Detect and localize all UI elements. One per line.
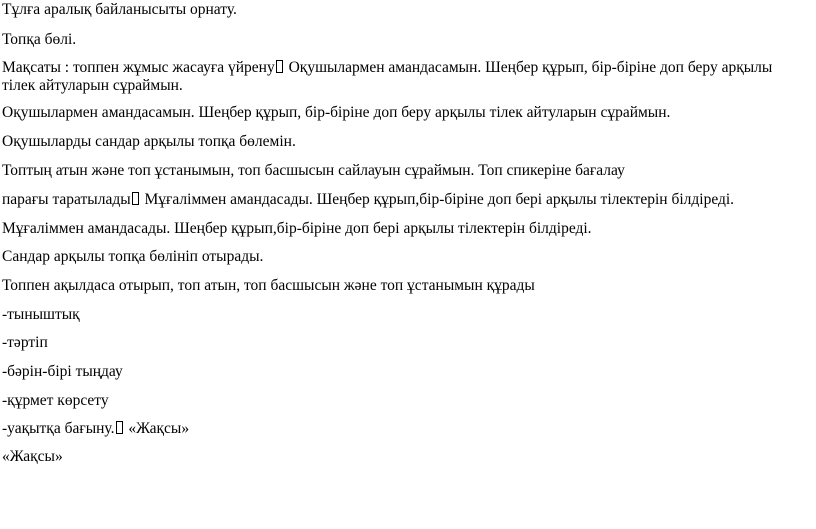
- rule-item: -тәртіп: [2, 334, 48, 351]
- rule-item: -бәрін-бірі тыңдау: [2, 363, 123, 380]
- closing-text: «Жақсы»: [2, 448, 63, 465]
- last-rule-prefix: -уақытқа бағыну.: [2, 420, 115, 437]
- paragraph-5: Мұғаліммен амандасады. Шеңбер құрып,бір-біріне доп берi арқылы тілектерін білдіреді.: [2, 220, 592, 237]
- paragraph-1: Оқушылармен амандасамын. Шеңбер құрып, бір-біріне доп беру арқылы тілек айтуларын сұраймын.: [2, 104, 671, 121]
- paragraph-4: [2, 191, 734, 209]
- rule-item: -тыныштық: [2, 306, 80, 323]
- goal-paragraph: [2, 59, 802, 95]
- last-rule-suffix: «Жақсы»: [128, 420, 190, 437]
- missing-glyph-icon: [116, 421, 123, 434]
- goal-prefix: Мақсаты : топпен жұмыс жасауға үйрену: [2, 59, 275, 76]
- section-heading: Топқа бөлі.: [2, 31, 77, 48]
- document-title: Тұлға аралық байланысыты орнату.: [2, 1, 237, 18]
- missing-glyph-icon: [132, 192, 139, 205]
- goal-continuation: Оқушылармен амандасамын. Шеңбер құрып, бір-біріне доп беру арқылы тілек айтуларын сұраймын.: [2, 59, 773, 94]
- paragraph-4-prefix: парағы таратылады: [2, 191, 131, 208]
- paragraph-3: Топтың атын және топ ұстанымын, топ басшысын сайлауын сұраймын. Топ спикеріне бағалау: [2, 162, 625, 179]
- paragraph-4-suffix: Мұғаліммен амандасады. Шеңбер құрып,бір-біріне доп берi арқылы тілектерін білдіреді.: [144, 191, 735, 208]
- paragraph-6: Сандар арқылы топқа бөлініп отырады.: [2, 248, 264, 265]
- rule-item-last: [2, 420, 189, 438]
- rule-item: -құрмет көрсету: [2, 392, 109, 409]
- missing-glyph-icon: [276, 60, 283, 73]
- paragraph-7: Топпен ақылдаса отырып, топ атын, топ басшысын және топ ұстанымын құрады: [2, 277, 535, 294]
- paragraph-2: Оқушыларды сандар арқылы топқа бөлемін.: [2, 133, 296, 150]
